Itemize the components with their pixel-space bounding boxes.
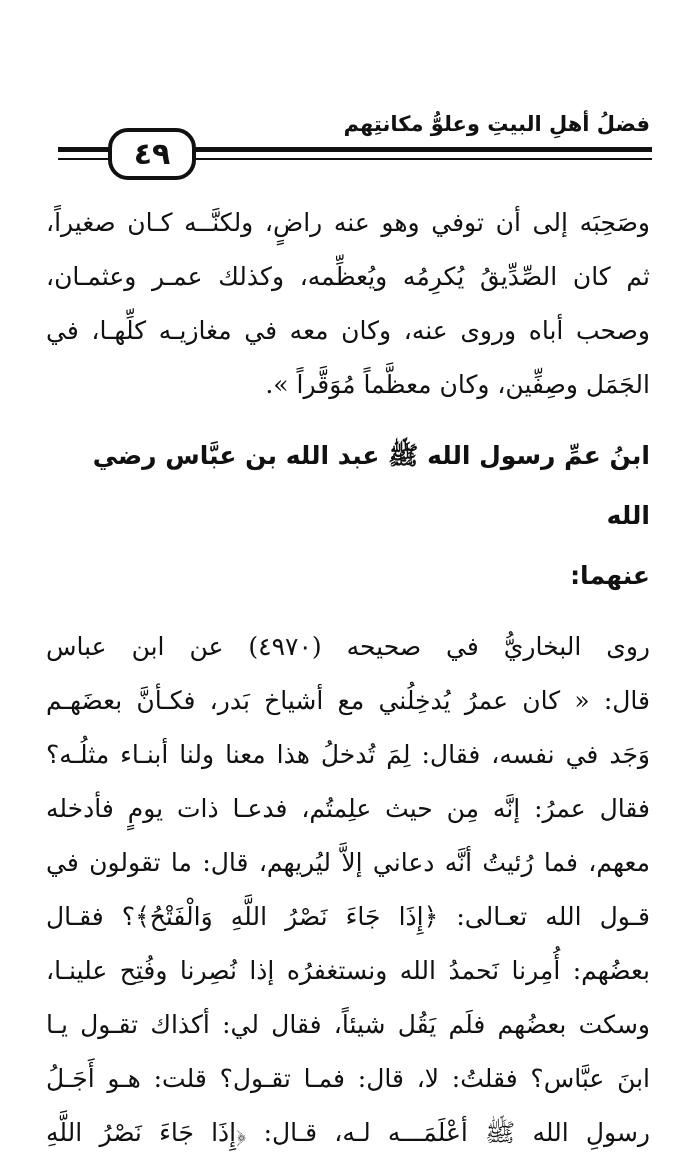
text-line: وصَحِبَه إلى أن توفي وهو عنه راضٍ، ولكنَّــه كـان صغيراً، [46, 208, 650, 237]
heading-line: عنهما: [570, 561, 650, 590]
section-heading [46, 426, 650, 606]
paragraph-2 [46, 620, 650, 1160]
text-line: رسولِ الله ﷺ أعْلَمَـــه لـه، قـال: ﴿إِذَا جَاءَ نَصْرُ اللَّهِ [46, 1118, 650, 1147]
text-line: روى البخاريُّ في صحيحه (٤٩٧٠) عن ابن عباس [46, 632, 651, 661]
spacer [46, 412, 650, 426]
text-line: معهم، فما رُئيتُ أنَّه دعاني إلاَّ ليُريهم، قال: ما تقولون في [46, 848, 650, 877]
running-title: فضلُ أهلِ البيتِ وعلوُّ مكانتِهم [343, 112, 650, 136]
text-line: بعضُهم: أُمِرنا نَحمدُ الله ونستغفرُه إذا نُصِرنا وفُتِح علينـا، [46, 956, 650, 985]
text-line: وصحب أباه وروى عنه، وكان معه في مغازيـه كلِّهـا، في [46, 316, 650, 345]
text-line: الجَمَل وصِفِّين، وكان معظَّماً مُوَقَّراً ». [265, 370, 650, 399]
text-line: ثم كان الصِّدِّيقُ يُكرِمُه ويُعظِّمه، وكذلك عمـر وعثمـان، [46, 262, 650, 291]
paragraph-1 [46, 196, 650, 412]
page-number: ٤٩ [108, 128, 196, 180]
heading-line: ابنُ عمِّ رسول الله ﷺ عبد الله بن عبَّاس رضي الله [92, 441, 650, 530]
text-line: فقال عمرُ: إنَّه مِن حيث علِمتُم، فدعـا ذات يومٍ فأدخله [46, 794, 651, 823]
spacer [46, 606, 650, 620]
text-line: وسكت بعضُهم فلَم يَقُل شيئاً، فقال لي: أكذاك تقـول يـا [46, 1010, 650, 1039]
text-line: قال: « كان عمرُ يُدخِلُني مع أشياخ بَدر، فكـأنَّ بعضَهـم [46, 686, 650, 715]
text-line: ابنَ عبَّاس؟ فقلتُ: لا، قال: فمـا تقـول؟ قلت: هـو أَجَـلُ [46, 1064, 650, 1093]
text-line: وَجَد في نفسه، فقال: لِمَ تُدخلُ هذا معنا ولنا أبنـاء مثلُـه؟ [46, 740, 650, 769]
page-content [46, 196, 650, 1160]
text-line: قـول الله تعـالى: ﴿إِذَا جَاءَ نَصْرُ اللَّهِ وَالْفَتْحُ﴾؟ فقـال [46, 902, 650, 931]
